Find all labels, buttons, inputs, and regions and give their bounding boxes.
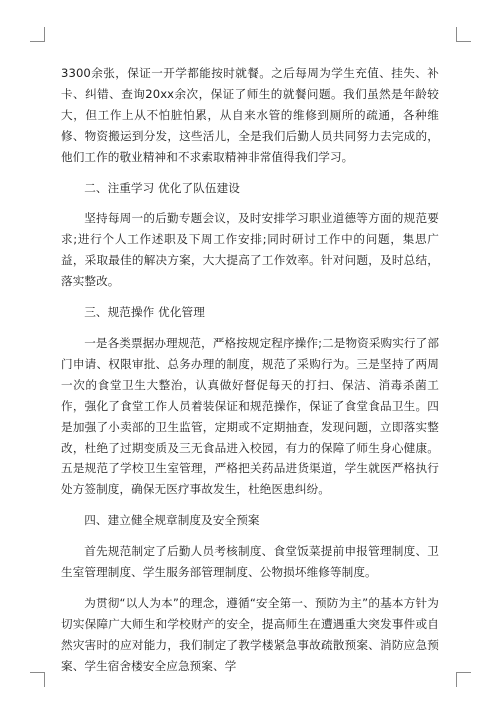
crop-mark-bottom-right	[456, 672, 471, 687]
crop-mark-bottom-left	[30, 672, 45, 687]
section-heading-4: 四、建立健全规章制度及安全预案	[84, 513, 260, 528]
paragraph-study: 坚持每周一的后勤专题会议，及时安排学习职业道德等方面的规范要求;进行个人工作述职及下周工作安排;同时研讨工作中的问题，集思广益，采取最佳的解决方案，大大提高了工作效率。针对问题，及时总结，落实整改。	[61, 211, 439, 289]
section-heading-3: 三、规范操作 优化管理	[84, 305, 205, 320]
paragraph-safety: 为贯彻“以人为本”的理念，遵循“安全第一、预防为主”的基本方针为切实保障广大师生和学校财产的安全，提高师生在遭遇重大突发事件或自然灾害时的应对能力，我们制定了教学楼紧急事故疏散预案、消防应急预案、学生宿舍楼安全应急预案、学	[61, 595, 439, 673]
paragraph-rules: 首先规范制定了后勤人员考核制度、食堂饭菜提前申报管理制度、卫生室管理制度、学生服务部管理制度、公物损坏维修等制度。	[61, 544, 439, 580]
section-heading-2: 二、注重学习 优化了队伍建设	[84, 180, 240, 195]
crop-mark-top-right	[456, 27, 471, 42]
crop-mark-top-left	[30, 27, 45, 42]
document-body	[61, 63, 439, 687]
paragraph-management: 一是各类票据办理规范，严格按规定程序操作;二是物资采购实行了部门申请、权限审批、总务办理的制度，规范了采购行为。三是坚持了两周一次的食堂卫生大整治，认真做好督促每天的打扫、保洁、消毒杀菌工作，强化了食堂工作人员着装保证和规范操作，保证了食堂食品卫生。四是加强了小卖部的卫生监管，定期或不定期抽查，发现问题，立即落实整改，杜绝了过期变质及三无食品进入校园，有力的保障了师生身心健康。五是规范了学校卫生室管理，严格把关药品进货渠道，学生就医严格执行处方签制度，确保无医疗事故发生，杜绝医患纠纷。	[61, 335, 440, 497]
paragraph-continuation: 3300余张，保证一开学都能按时就餐。之后每周为学生充值、挂失、补卡、纠错、查询20xx余次，保证了师生的就餐问题。我们虽然是年龄较大，但工作上从不怕脏怕累，从自来水管的维修到厕所的疏通，各种维修、物资搬运到分发，这些活儿，全是我们后勤人员共同努力去完成的，他们工作的敬业精神和不求索取精神非常值得我们学习。	[61, 66, 439, 164]
